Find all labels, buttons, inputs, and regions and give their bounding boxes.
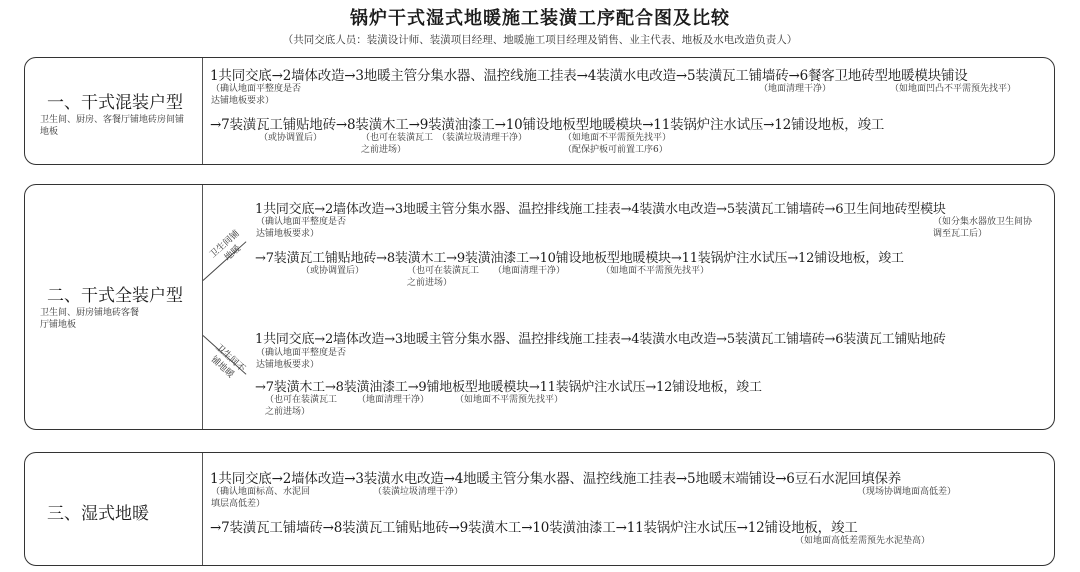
process-note: （现场协调地面高低差）	[857, 487, 957, 497]
section-label: 一、干式混装户型	[47, 93, 183, 113]
section-sublabel: 卫生间、厨房、客餐厅铺地砖房间铺地板	[40, 115, 185, 137]
process-note: （装潢垃圾清理干净）	[437, 133, 528, 143]
process-note: （如地面高低差需预先水泥垫高）	[795, 536, 931, 546]
process-note: （如地面不平需预先找平）	[563, 133, 672, 143]
section-divider	[202, 185, 203, 429]
process-note: （地面清理干净）	[357, 395, 430, 405]
process-note: （也可在装潢瓦工之前进场）	[361, 133, 434, 155]
process-note: （确认地面平整度是否达铺地板要求）	[211, 84, 302, 106]
process-line-b1: 1共同交底→2墙体改造→3地暖主管分集水器、温控排线施工挂表→4装潢水电改造→5装潢瓦工铺墙砖→6装潢瓦工铺贴地砖	[255, 332, 946, 347]
process-line-a1: 1共同交底→2墙体改造→3地暖主管分集水器、温控排线施工挂表→4装潢水电改造→5装潢瓦工铺墙砖→6卫生间地砖型模块	[255, 202, 946, 217]
page-title: 锅炉干式湿式地暖施工装潢工序配合图及比较	[350, 8, 730, 29]
process-note: （装潢垃圾清理干净）	[373, 487, 464, 497]
section-label: 三、湿式地暖	[47, 504, 149, 524]
process-line-1: 1共同交底→2墙体改造→3装潢水电改造→4地暖主管分集水器、温控线施工挂表→5地暖末端铺设→6豆石水泥回填保养	[210, 471, 902, 487]
process-note: （配保护板可前置工序6）	[563, 145, 668, 155]
branch-label-b: 卫生间不铺地暖	[208, 342, 247, 381]
process-note: （如地面不平需预先找平）	[455, 395, 564, 405]
section-divider	[202, 58, 203, 164]
section-dry-full	[24, 184, 1055, 430]
process-note: （如地面不平需预先找平）	[601, 266, 710, 276]
process-note: （确认地面标高、水泥回填层高低差）	[211, 487, 311, 509]
process-line-1: 1共同交底→2墙体改造→3地暖主管分集水器、温控线施工挂表→4装潢水电改造→5装潢瓦工铺墙砖→6餐客卫地砖型地暖模块铺设	[210, 68, 968, 84]
process-line-a2: →7装潢瓦工铺贴地砖→8装潢木工→9装潢油漆工→10铺设地板型地暖模块→11装锅炉注水试压→12铺设地板，竣工	[255, 251, 904, 266]
process-line-2: →7装潢瓦工铺墙砖→8装潢瓦工铺贴地砖→9装潢木工→10装潢油漆工→11装锅炉注水试压→12铺设地板，竣工	[210, 520, 858, 536]
process-note: （或协调置后）	[259, 133, 323, 143]
process-note: （地面清理干净）	[493, 266, 566, 276]
process-note: （如分集水器放卫生间协调至瓦工后）	[933, 217, 1033, 239]
process-note: （确认地面平整度是否达铺地板要求）	[256, 348, 347, 370]
process-note: （如地面凹凸不平需预先找平）	[890, 84, 1017, 94]
process-note: （也可在装潢瓦工之前进场）	[407, 266, 480, 288]
process-note: （也可在装潢瓦工之前进场）	[265, 395, 338, 417]
process-line-b2: →7装潢木工→8装潢油漆工→9铺地板型地暖模块→11装锅炉注水试压→12铺设地板，竣工	[255, 380, 762, 395]
process-note: （确认地面平整度是否达铺地板要求）	[256, 217, 347, 239]
process-line-2: →7装潢瓦工铺贴地砖→8装潢木工→9装潢油漆工→10铺设地板型地暖模块→11装锅炉注水试压→12铺设地板，竣工	[210, 117, 885, 133]
branch-label-a: 卫生间铺地暖	[208, 228, 244, 264]
section-sublabel: 卫生间、厨房铺地砖客餐厅铺地板	[40, 308, 140, 330]
process-note: （或协调置后）	[301, 266, 365, 276]
section-divider	[202, 453, 203, 565]
process-note: （地面清理干净）	[759, 84, 832, 94]
section-wet	[24, 452, 1055, 566]
page-subtitle: （共同交底人员：装潢设计师、装潢项目经理、地暖施工项目经理及销售、业主代表、地板及水电改造负责人）	[282, 34, 798, 46]
section-label: 二、干式全装户型	[47, 286, 183, 306]
section-dry-mixed	[24, 57, 1055, 165]
